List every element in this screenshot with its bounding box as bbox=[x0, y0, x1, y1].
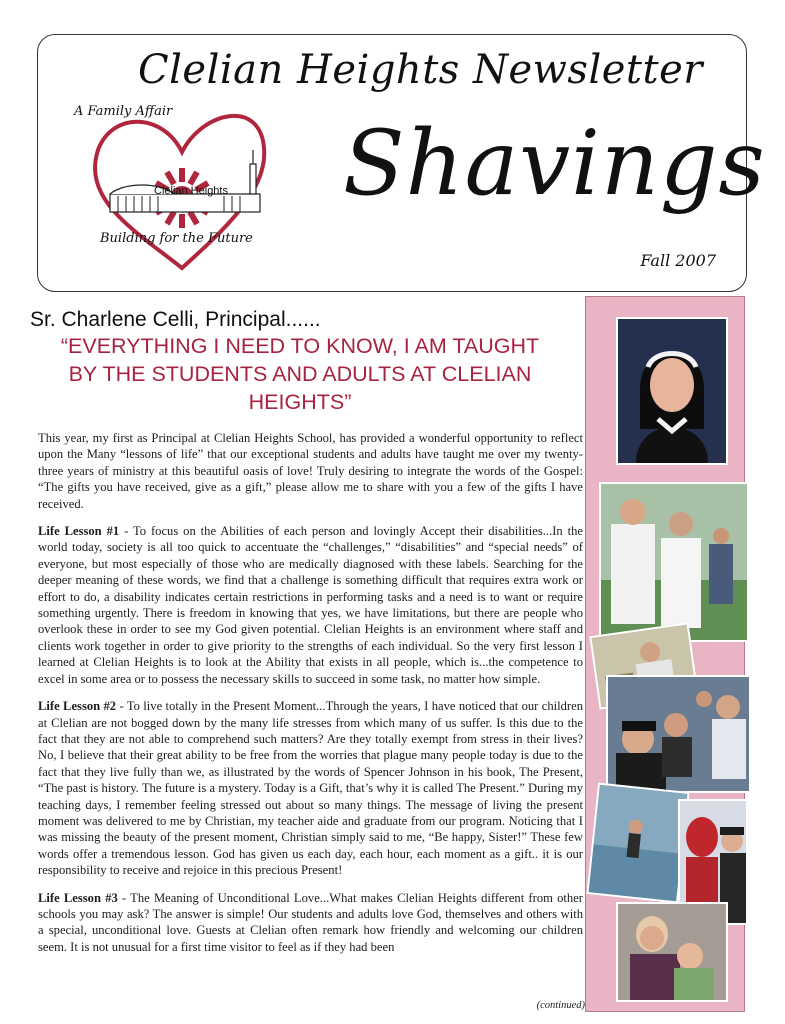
lesson-heading: Life Lesson #3 bbox=[38, 890, 118, 905]
group-photo bbox=[606, 675, 751, 793]
school-logo bbox=[64, 90, 284, 280]
lesson-paragraph bbox=[38, 890, 583, 956]
logo-tagline: A Family Affair bbox=[74, 104, 173, 119]
intro-paragraph: This year, my first as Principal at Clelian Heights School, has provided a wonderful opportunity to reflect upon the Many “lessons of life” that our exceptional students and adults have taught me over my twenty-three years of ministry at this beautiful oasis of love! Truly desiring to integrate the words of the Gospel: “The gifts you have received, give as a gift,” please allow me to share with you a few of the gifts I have received. bbox=[38, 431, 583, 511]
article-headline: “EVERYTHING I NEED TO KNOW, I AM TAUGHT BY THE STUDENTS AND ADULTS AT CLELIAN HEIGHTS” bbox=[60, 334, 540, 414]
playground-photo bbox=[586, 782, 689, 903]
principal-portrait-photo bbox=[616, 317, 728, 465]
lesson-text: - To focus on the Abilities of each person and lovingly Accept their disabilities...In the world today, society is all too quick to accentuate the “challenges,” “disabilities” and “special needs” of everyone, but most especially of those who are medically diagnosed with these labels. Searching for the deeper meaning of these words, we find that a challenge is something difficult that requires extra work or effort to do, a disability indicates certain restrictions in performing tasks and a need is to want or require something urgently. There is freedom in knowing that yes, we have limitations, but there are people who overlook these in order to see my God given potential. Clelian Heights is an environment where staff and clients work together in order to give priority to the strengths of each individual. So the very first lesson I learned at Clelian Heights is to look at the Ability that exists in all people, which is...the competence to excel in some area or to possess the necessary skills to succeed in some task, no matter how simple. bbox=[38, 524, 583, 686]
newsletter-name: Shavings bbox=[343, 111, 766, 216]
lesson-paragraph bbox=[38, 523, 583, 687]
article-body bbox=[38, 430, 583, 966]
athletes-photo bbox=[599, 482, 749, 642]
article-author: Sr. Charlene Celli, Principal...... bbox=[30, 308, 321, 331]
logo-school-name: Clelian Heights bbox=[154, 185, 228, 197]
logo-motto: Building for the Future bbox=[100, 231, 253, 246]
lesson-text: - The Meaning of Unconditional Love...What makes Clelian Heights different from other schools you may ask? The answer is simple! Our students and adults love God, themselves and others with a special, unconditional love. Guests at Clelian often remark how friendly and welcoming our children seem. It is not unusual for a first time visitor to feel as if they had been bbox=[38, 890, 583, 954]
lesson-heading: Life Lesson #1 bbox=[38, 524, 120, 539]
photo-sidebar bbox=[585, 296, 745, 1012]
lesson-paragraph bbox=[38, 698, 583, 878]
mother-child-photo bbox=[616, 902, 728, 1002]
issue-date: Fall 2007 bbox=[640, 251, 716, 270]
newsletter-title: Clelian Heights Newsletter bbox=[138, 47, 703, 93]
continued-note: (continued) bbox=[536, 1000, 585, 1011]
lesson-text: - To live totally in the Present Moment...Through the years, I have noticed that our children at Clelian are not bogged down by the many life stresses from which many of us suffer. Is this due to the fact that they are not able to comprehend such matters? Are they totally exempt from stress in their lives? No, I believe that their great ability to be free from the worries that plague many people today is due to the fact that they live fully than we, as illustrated by the words of Spencer Johnson in his book, The Present, “The past is history. The future is a mystery. Today is a Gift, that’s why it is called The Present.” During my teaching days, I remember feeling stressed out about so many things. The message of living the present moment was delivered to me by Christian, my teacher aide and graduate from our program. Noticing that I was missing the beauty of the present moment, Christian simply said to me, “Be happy, Sister!” These few words offer a tremendous lesson. God has given us each day, each hour, each moment as a gift.. it is our responsibility to receive and rejoice in this precious Present! bbox=[38, 699, 583, 878]
lesson-heading: Life Lesson #2 bbox=[38, 699, 117, 714]
masthead bbox=[37, 34, 766, 292]
